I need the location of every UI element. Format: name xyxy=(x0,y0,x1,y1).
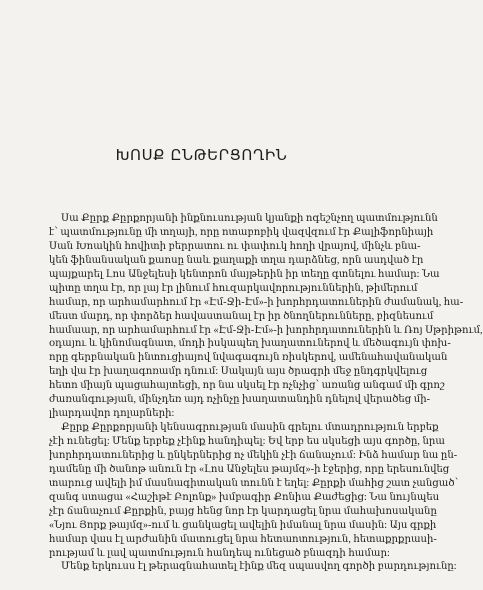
text-line: հետո միայն պացահայտեցի, որ նա սկսել էր ոչնչից՝ առանց անգամ մի գրոշ xyxy=(49,380,445,392)
text-line: է՝ պատմությունը մի տղայի, որը ոտաբոբիկ վազվզում էր Քալիֆորնիայի xyxy=(49,226,434,238)
chapter-heading: ԽՈՍՔ ԸՆԹԵՐՑՈՂԻՆ xyxy=(115,146,288,164)
text-line: Քըրք Քըրքորյանի կենսագրության մասին գրելու մտադրություն երբեք xyxy=(61,422,439,434)
text-line: համաար, որ արհամարհում էր «Էմ-Ջի-Էմ»-ի խորհրդատուներին և Ռոյ Սթրիթում, xyxy=(49,324,483,336)
text-line: չէր ճանաչում Քըրքին, բայց հենց նոր էր կարդացել նրա մահախոսականը xyxy=(49,505,437,517)
text-line: պայքարել Լոս Անջելեսի կենտրոն մայթերին իր տեղը գտնելու համար: Նա xyxy=(49,268,440,280)
text-line: դամենը մի ծանոթ անուն էր «Լոս Անջելես թայմզ»-ի էջերից, որը երեսունվեց xyxy=(49,463,450,475)
text-line: համար, որ արհամարհում էր «Էմ-Ջի-Էմ»-ի խորհրդատուներին ժամանակ, հա- xyxy=(49,296,464,308)
text-line: համար վաս էլ արժանին մատուցել նրա հետաոտություն, հետաքրքրասի- xyxy=(49,533,437,545)
text-line: ժառանգության, մինչդեռ այդ ոչինչը խաղատանդին դնելով վերածեց մի- xyxy=(49,394,431,406)
text-line: օդայու և կինոմագնատ, մոդի իսկապեղ խաղատուներով և մեծագույն փոխ- xyxy=(49,338,451,350)
text-line: լիարդավոր դոլարների: xyxy=(49,408,175,420)
text-line: րությամ և լավ պատմություն հանդեպ ունեցած բնազդի համար: xyxy=(49,547,390,559)
text-line: Սան Խոակին հովիտի բերրատու ու փափուկ հողի վրայով, մինչև բնա- xyxy=(49,240,421,252)
text-line: տարուց ավելի իմ մասնագիտական տունն է եղել: Քըրքի մահից շատ չանցած՝ xyxy=(49,477,459,489)
text-line: պիտը տղա էր, որ լայ էր լինում հուզարկավորություններին, թիմերում xyxy=(49,282,418,294)
text-line: կեն ֆինանսական քաոսը նաև քաղաքի տղա դարձնեց, որն ասդված էր xyxy=(49,254,424,266)
text-line: մեստ մարդ, որ փորձեր հավաստանալ էր իր ծնողներունները, բիզնեսում xyxy=(49,310,434,322)
text-line: չէի ունեցել: Մենք երբեք չէինք հանդիպել: Եվ երբ ես սկսեցի այս գործը, նրա xyxy=(49,436,445,447)
text-line: եղի վա էր խաղագոռամր դնում: Սակայն այս ծրագրի մեջ ընդգրկվելուց xyxy=(49,366,428,378)
text-line: որը գերբնական ինտուցիայով նվագագույն ռիսկերով, ամենահավանական xyxy=(49,352,448,364)
text-line: Սա Քըրք Քըրքորյանի ինքնուսության կյանքի ոգեշնչող պատմությունն xyxy=(61,213,438,224)
text-line: Մենք երկուսս էլ թերագնահատել էինք մեզ սպասվող գործի բարդությունը: xyxy=(61,561,457,573)
text-line: խորհրդատուներից և ընկերներից ոչ մեկին չէի ճանաչում: Ինձ համար նա ըն- xyxy=(49,449,458,461)
body-text xyxy=(49,212,483,574)
text-line: զանգ ստացա «Հաշիթէ Բոլոնք» խմբագիր Քոնիա Քաժեցից: Նա նույնպես xyxy=(49,491,440,503)
text-line: «Նյու Յորք թայմզ»-ում և ցանկացել ավելին իմանալ նրա մասին: Այս գրքի xyxy=(49,519,437,531)
